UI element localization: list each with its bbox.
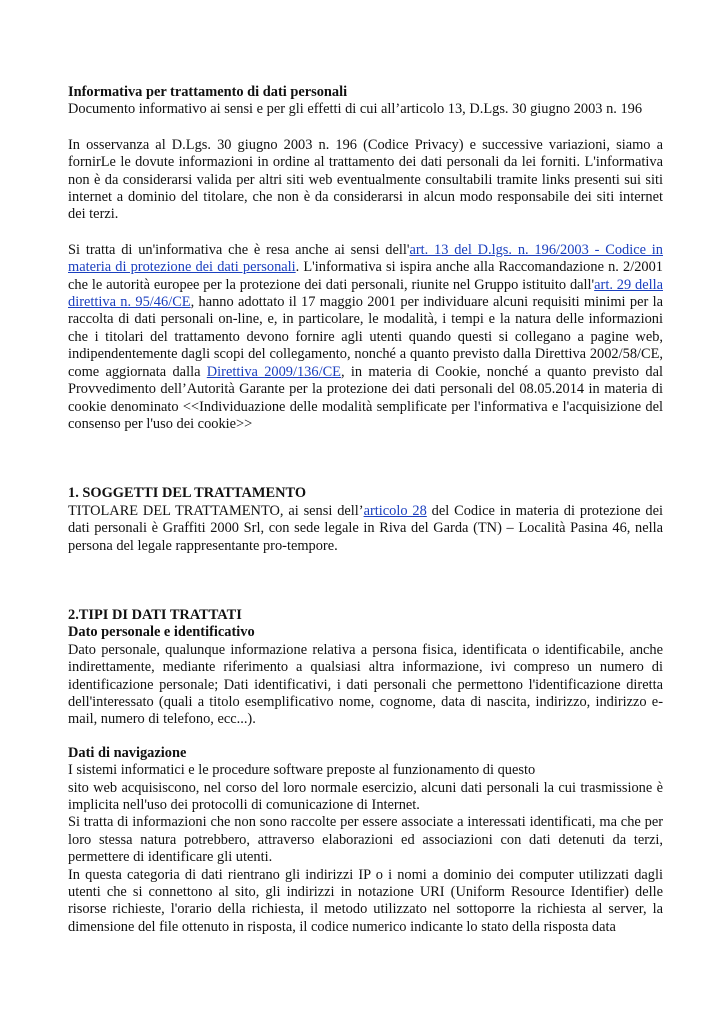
direttiva-link[interactable]: Direttiva 2009/136/CE <box>206 363 341 380</box>
informativa-text-1: Si tratta di un'informativa che è resa anche ai sensi dell' <box>68 241 410 258</box>
informativa-text-2: . L'informativa si ispira anche alla Raccomandazione n. 2/2001 che le autorità europee per la protezione dei dati personali, riunite nel Gruppo istituito dall' <box>68 259 663 293</box>
section1-paragraph <box>68 503 663 555</box>
informativa-text-4: , in materia di Cookie, nonché a quanto previsto dal Provvedimento dell’Autorità Garante per la protezione dei dati personali del 08.05.2014 in materia di cookie denominato <<Individuazione delle modalità semplificate per l'informativa e l'acquisizione del consenso per l'uso dei cookie>> <box>68 363 664 432</box>
dati-navigazione-subheading: Dati di navigazione <box>68 744 187 761</box>
informativa-paragraph <box>68 242 663 433</box>
dati-navigazione-paragraph-2: sito web acquisiscono, nel corso del loro normale esercizio, alcuni dati personali la cui trasmissione è implicita nell'uso dei protocolli di comunicazione di Internet. <box>68 779 663 813</box>
dati-navigazione-paragraph-3: Si tratta di informazioni che non sono raccolte per essere associate a interessati identificati, ma che per loro stessa natura potrebbero, attraverso elaborazioni ed associazioni con dati detenuti da terzi, permettere di identificare gli utenti. <box>68 814 663 866</box>
dato-personale-paragraph: Dato personale, qualunque informazione relativa a persona fisica, identificata o identificabile, anche indirettamente, mediante riferimento a qualsiasi altra informazione, ivi compreso un numero di identificazione personale; Dati identificativi, i dati personali che permettono l'identificazione diretta dell'interessato (quali a titolo esemplificativo nome, cognome, data di nascita, indirizzo, indirizzo e-mail, numero di telefono, ecc...). <box>68 641 663 728</box>
articolo28-link[interactable]: articolo 28 <box>363 502 427 519</box>
dato-personale-subheading: Dato personale e identificativo <box>68 624 255 641</box>
section1-text-2: del Codice in materia di protezione dei dati personali è Graffiti 2000 Srl, con sede legale in Riva del Garda (TN) – Località Pasina 46, nella persona del legale rappresentante pro-tempore. <box>68 502 663 554</box>
dati-navigazione-paragraph-4: In questa categoria di dati rientrano gli indirizzi IP o i nomi a dominio dei computer utilizzati dagli utenti che si connettono al sito, gli indirizzi in notazione URI (Uniform Resource Identifier) delle risorse richieste, l'orario della richiesta, il metodo utilizzato nel sottoporre la richiesta al server, la dimensione del file ottenuto in risposta, il codice numerico indicante lo stato della risposta data <box>68 866 663 935</box>
dati-navigazione-line-1: I sistemi informatici e le procedure software preposte al funzionamento di questo <box>68 762 536 779</box>
section2-heading: 2.TIPI DI DATI TRATTATI <box>68 606 242 623</box>
section1-heading: 1. SOGGETTI DEL TRATTAMENTO <box>68 485 307 502</box>
document-title: Informativa per trattamento di dati personali <box>68 84 348 100</box>
section1-text-1: TITOLARE DEL TRATTAMENTO, ai sensi dell’ <box>68 502 364 519</box>
informativa-text-3: , hanno adottato il 17 maggio 2001 per individuare alcuni requisiti minimi per la raccolta di dati personali on-line, e, in particolare, le modalità, i tempi e la natura delle informazioni che i titolari del trattamento devono fornire agli utenti quando questi si collegano a pagine web, indipendentemente dagli scopi del collegamento, nonché a quanto previsto dalla Direttiva 2002/58/CE, come aggiornata dalla <box>68 294 663 380</box>
document-page <box>68 84 663 936</box>
art13-link[interactable]: art. 13 del D.lgs. n. 196/2003 - Codice in materia di protezione dei dati personali <box>68 241 663 276</box>
osservanza-paragraph: In osservanza al D.Lgs. 30 giugno 2003 n. 196 (Codice Privacy) e successive variazioni, siamo a fornirLe le dovute informazioni in ordine al trattamento dei dati personali da lei forniti. L'informativa non è da considerarsi valida per altri siti web eventualmente consultabili tramite links presenti sui siti internet a dominio del titolare, che non è da considerarsi in alcun modo responsabile dei siti internet dei terzi. <box>68 136 663 223</box>
intro-paragraph: Documento informativo ai sensi e per gli effetti di cui all’articolo 13, D.Lgs. 30 giugno 2003 n. 196 <box>68 101 643 118</box>
art29-link[interactable]: art. 29 della direttiva n. 95/46/CE <box>68 276 663 311</box>
